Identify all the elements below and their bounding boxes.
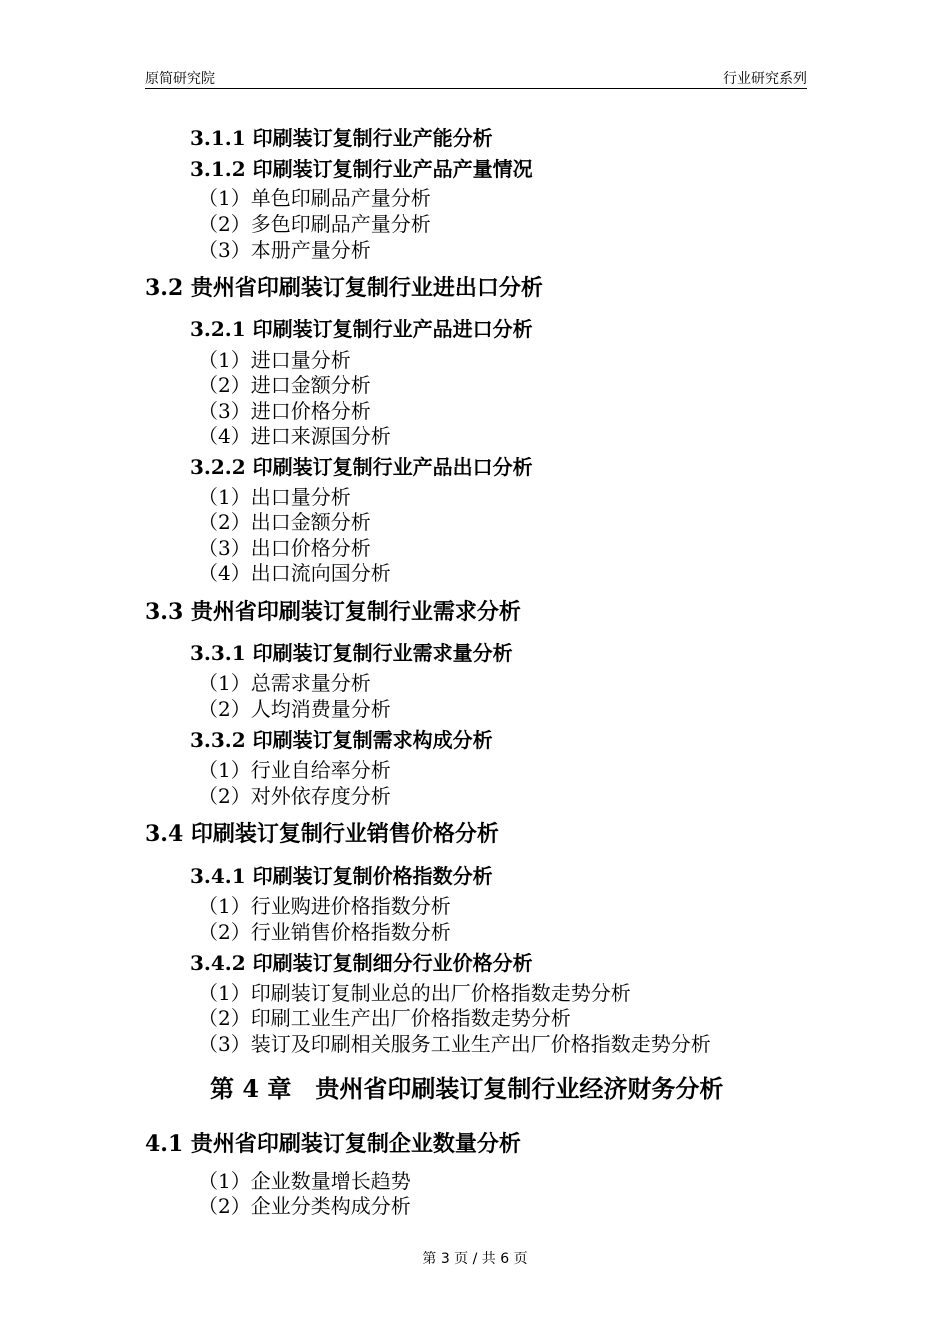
page-footer: 第 3 页 / 共 6 页	[422, 1251, 528, 1267]
toc-item: （1）总需求量分析	[198, 671, 371, 695]
toc-item: （2）行业销售价格指数分析	[198, 920, 451, 944]
toc-item: （2）多色印刷品产量分析	[198, 212, 431, 236]
toc-item: （1）印刷装订复制业总的出厂价格指数走势分析	[198, 981, 631, 1005]
toc-item: （1）行业购进价格指数分析	[198, 894, 451, 918]
toc-item: （1）出口量分析	[198, 485, 351, 509]
toc-subsection: 3.4.2 印刷装订复制细分行业价格分析	[190, 951, 533, 975]
toc-subsection: 3.2.2 印刷装订复制行业产品出口分析	[190, 455, 533, 479]
toc-item: （2）进口金额分析	[198, 373, 371, 397]
toc-section: 4.1 贵州省印刷装订复制企业数量分析	[145, 1131, 521, 1157]
toc-item: （1）进口量分析	[198, 348, 351, 372]
toc-item: （3）出口价格分析	[198, 536, 371, 560]
header-series: 行业研究系列	[723, 71, 807, 87]
toc-item: （3）装订及印刷相关服务工业生产出厂价格指数走势分析	[198, 1032, 711, 1056]
page-header	[145, 68, 807, 89]
toc-item: （2）对外依存度分析	[198, 784, 391, 808]
toc-section: 3.2 贵州省印刷装订复制行业进出口分析	[145, 275, 543, 301]
toc-subsection: 3.4.1 印刷装订复制价格指数分析	[190, 864, 493, 888]
toc-subsection: 3.2.1 印刷装订复制行业产品进口分析	[190, 317, 533, 341]
toc-subsection: 3.1.2 印刷装订复制行业产品产量情况	[190, 157, 533, 181]
toc-item: （2）出口金额分析	[198, 510, 371, 534]
toc-item: （2）企业分类构成分析	[198, 1194, 411, 1218]
toc-item: （1）行业自给率分析	[198, 758, 391, 782]
toc-subsection: 3.3.2 印刷装订复制需求构成分析	[190, 728, 493, 752]
toc-item: （2）印刷工业生产出厂价格指数走势分析	[198, 1006, 571, 1030]
header-org: 原简研究院	[145, 71, 215, 87]
toc-chapter: 第 4 章 贵州省印刷装订复制行业经济财务分析	[210, 1074, 724, 1103]
toc-item: （2）人均消费量分析	[198, 697, 391, 721]
toc-item: （1）企业数量增长趋势	[198, 1169, 411, 1193]
toc-item: （3）进口价格分析	[198, 399, 371, 423]
toc-subsection: 3.1.1 印刷装订复制行业产能分析	[190, 126, 493, 150]
toc-item: （3）本册产量分析	[198, 238, 371, 262]
toc-item: （1）单色印刷品产量分析	[198, 186, 431, 210]
toc-item: （4）进口来源国分析	[198, 424, 391, 448]
toc-subsection: 3.3.1 印刷装订复制行业需求量分析	[190, 641, 513, 665]
toc-section: 3.3 贵州省印刷装订复制行业需求分析	[145, 599, 521, 625]
toc-section: 3.4 印刷装订复制行业销售价格分析	[145, 821, 499, 847]
toc-item: （4）出口流向国分析	[198, 561, 391, 585]
